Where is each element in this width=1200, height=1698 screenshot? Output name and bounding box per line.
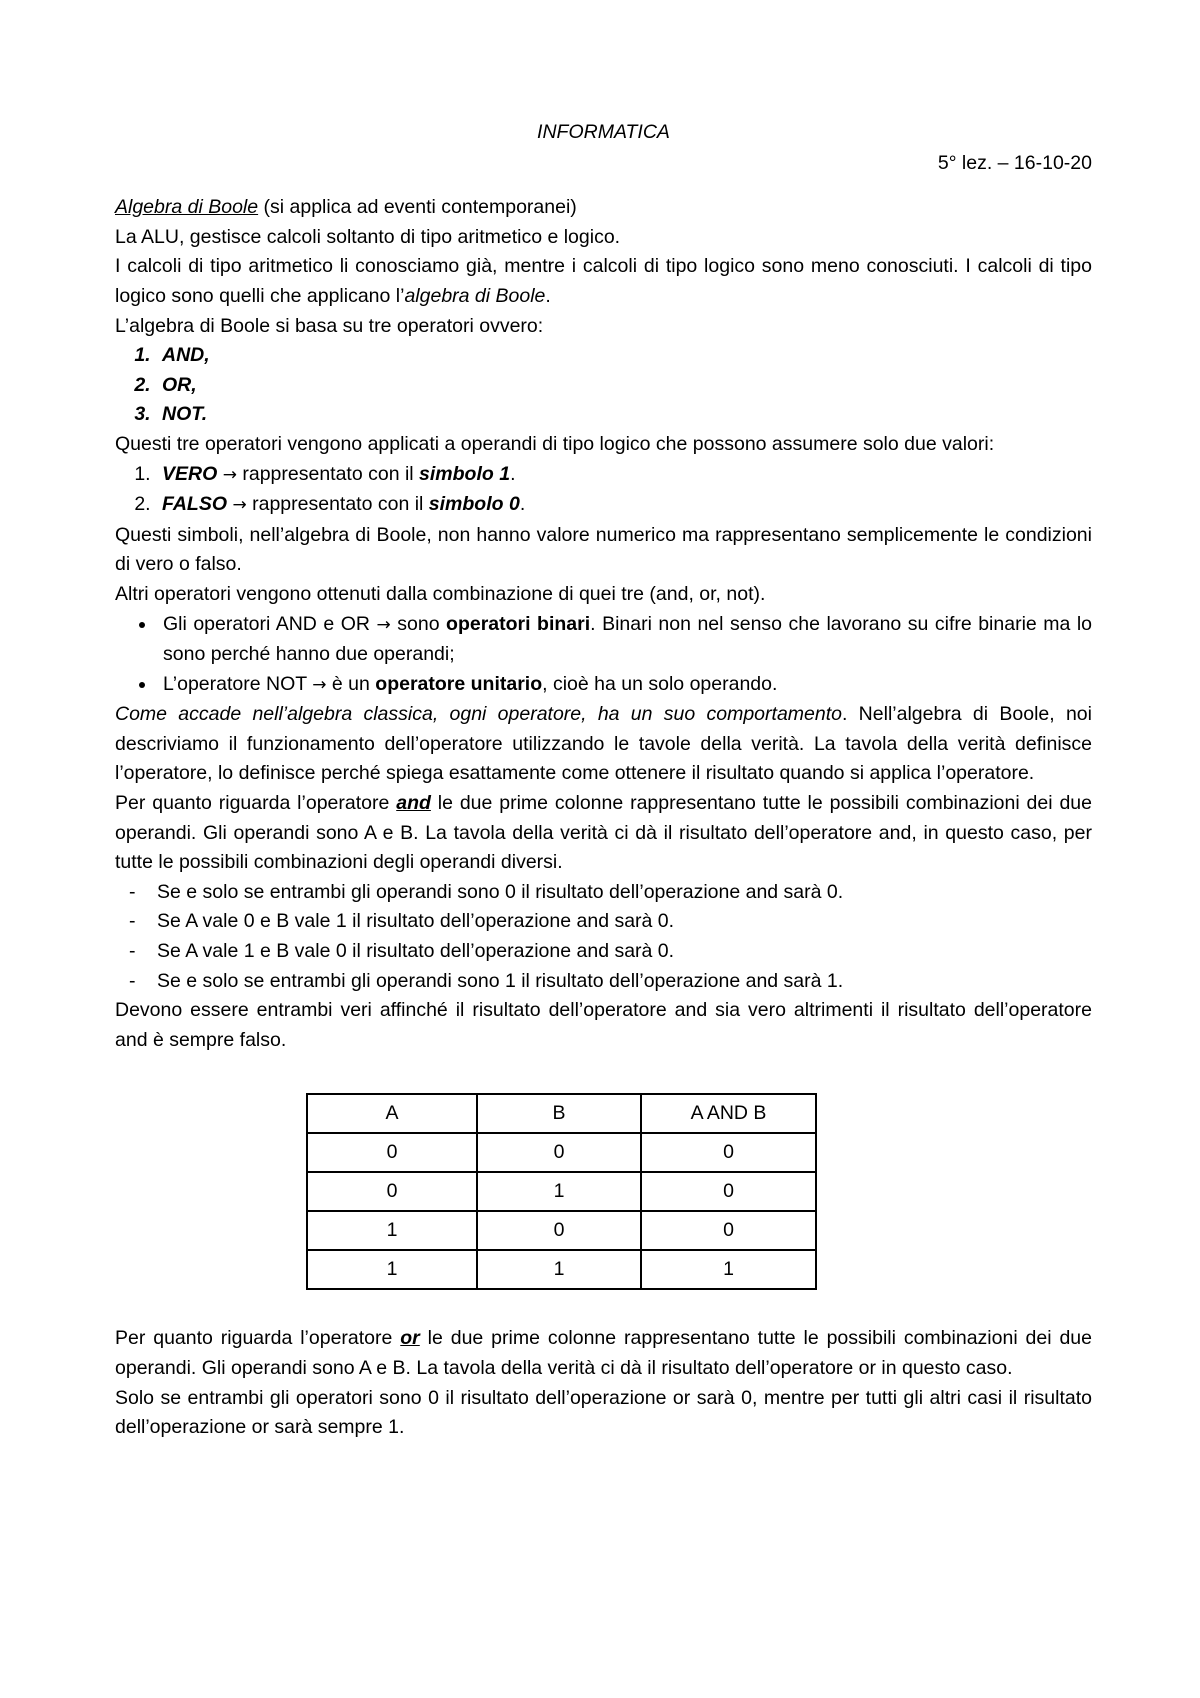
values-list: [115, 460, 1092, 521]
table-row: [307, 1133, 816, 1172]
table-row: [307, 1250, 816, 1289]
paragraph-or-operator: [115, 1324, 1092, 1383]
list-item: - Se A vale 0 e B vale 1 il risultato dell’operazione and sarà 0.: [115, 907, 1092, 937]
table-cell: 1: [477, 1250, 641, 1289]
table-cell: 0: [641, 1133, 816, 1172]
paragraph-text: Per quanto riguarda l’operatore: [115, 1327, 401, 1350]
table-cell: 1: [307, 1250, 477, 1289]
table-cell: 0: [641, 1172, 816, 1211]
value-text: rappresentato con il: [236, 462, 420, 485]
section-heading: [115, 193, 1092, 223]
paragraph-behavior: [115, 700, 1092, 789]
value-end: .: [510, 462, 516, 485]
bullet-bold-text: operatori binari: [446, 612, 591, 635]
paragraph-other-operators: Altri operatori vengono ottenuti dalla combinazione di quei tre (and, or, not).: [115, 582, 766, 605]
value-text: rappresentato con il: [246, 493, 429, 516]
paragraph-and-conclusion: Devono essere entrambi veri affinché il risultato dell’operatore and sia vero altrimenti il risultato dell’operatore and è sempre falso.: [115, 999, 1092, 1051]
bullet-text: è un: [326, 672, 376, 695]
paragraph-text: . Nell’algebra di Boole, noi descriviamo il funzionamento dell’operatore utilizzando le tavole della verità. La tavola della verità definisce l’operatore, lo definisce perché spiega esattamente come ottenere il risultato quando si applica l’operatore.: [115, 703, 1092, 785]
list-item: 1. AND,: [156, 341, 1092, 371]
bullet-bold-text: operatore unitario: [375, 672, 543, 695]
list-item: [157, 670, 1092, 701]
and-cases-list: [115, 878, 1092, 996]
table-cell: 0: [477, 1133, 641, 1172]
paragraph-alu: La ALU, gestisce calcoli soltanto di tipo aritmetico e logico.: [115, 225, 621, 248]
paragraph-text: I calcoli di tipo aritmetico li conosciamo già, mentre i calcoli di tipo logico sono meno conosciuti. I calcoli di tipo logico sono quelli che applicano l’: [115, 255, 1092, 307]
operator-or-term: or: [400, 1327, 420, 1350]
paragraph-operators-intro: L’algebra di Boole si basa su tre operatori ovvero:: [115, 314, 544, 337]
paragraph-text: le due prime colonne rappresentano tutte le possibili combinazioni dei due operandi. Gli operandi sono A e B. La tavola della verità ci dà il risultato dell’operatore and, in questo caso, per tutte le possibili combinazioni degli operandi diversi.: [115, 792, 1092, 874]
paragraph-text: .: [545, 284, 551, 307]
document-title: INFORMATICA: [537, 121, 670, 143]
table-cell: 0: [641, 1211, 816, 1250]
arrow-right-icon: →: [376, 614, 391, 635]
arrow-right-icon: →: [222, 464, 237, 485]
bullet-text: L’operatore NOT: [163, 672, 313, 695]
paragraph-text: le due prime colonne rappresentano tutte le possibili combinazioni dei due operandi. Gli operandi sono A e B. La tavola della verità ci dà il risultato dell’operatore or in questo caso.: [115, 1327, 1092, 1379]
heading-note: (si applica ad eventi contemporanei): [258, 196, 577, 219]
paragraph-calcoli: [115, 252, 1092, 311]
paragraph-and-operator: [115, 789, 1092, 878]
list-item: - Se e solo se entrambi gli operandi sono 0 il risultato dell’operazione and sarà 0.: [115, 878, 1092, 908]
operator-and-term: and: [396, 792, 431, 815]
table-header-cell: A: [307, 1094, 477, 1133]
table-cell: 1: [307, 1211, 477, 1250]
bullet-text: , cioè ha un solo operando.: [542, 672, 778, 695]
arrow-right-icon: →: [312, 674, 327, 695]
and-truth-table: [306, 1093, 817, 1290]
paragraph-italic-text: algebra di Boole: [404, 284, 546, 307]
value-end: .: [519, 493, 526, 516]
paragraph-italic-text: Come accade nell’algebra classica, ogni operatore, ha un suo comportamento: [115, 703, 842, 726]
table-header-cell: A AND B: [641, 1094, 816, 1133]
table-cell: 0: [477, 1211, 641, 1250]
value-name: FALSO: [162, 493, 228, 516]
paragraph-text: Per quanto riguarda l’operatore: [115, 792, 397, 815]
value-symbol: simbolo 0: [428, 493, 520, 516]
lesson-date: 5° lez. – 16-10-20: [937, 151, 1092, 174]
list-item: 3. NOT.: [156, 400, 1092, 430]
table-cell: 0: [307, 1172, 477, 1211]
paragraph-values-intro: Questi tre operatori vengono applicati a operandi di tipo logico che possono assumere solo due valori:: [115, 432, 995, 455]
heading-text: Algebra di Boole: [115, 196, 259, 219]
value-name: VERO: [162, 462, 218, 485]
table-cell: 1: [477, 1172, 641, 1211]
list-item: [156, 460, 1092, 491]
table-row: [307, 1211, 816, 1250]
operators-list: [115, 341, 1092, 430]
bullet-text: sono: [390, 612, 447, 635]
table-cell: 0: [307, 1133, 477, 1172]
bullet-text: Gli operatori AND e OR: [163, 612, 377, 635]
value-symbol: simbolo 1: [419, 462, 511, 485]
table-row: [307, 1172, 816, 1211]
paragraph-symbols: Questi simboli, nell’algebra di Boole, non hanno valore numerico ma rappresentano semplicemente le condizioni di vero o falso.: [115, 523, 1092, 576]
list-item: 2. OR,: [156, 371, 1092, 401]
paragraph-or-conclusion: Solo se entrambi gli operatori sono 0 il risultato dell’operazione or sarà 0, mentre per tutti gli altri casi il risultato dell’operazione or sarà sempre 1.: [115, 1386, 1092, 1439]
list-item: - Se e solo se entrambi gli operandi sono 1 il risultato dell’operazione and sarà 1.: [115, 967, 1092, 997]
list-item: [156, 490, 1092, 521]
list-item: - Se A vale 1 e B vale 0 il risultato dell’operazione and sarà 0.: [115, 937, 1092, 967]
table-header-row: [307, 1094, 816, 1133]
arrow-right-icon: →: [232, 495, 247, 516]
list-item: [157, 610, 1092, 670]
table-cell: 1: [641, 1250, 816, 1289]
bullet-text: . Binari non nel senso che lavorano su cifre binarie ma lo sono perché hanno due operandi;: [163, 612, 1093, 666]
table-header-cell: B: [477, 1094, 641, 1133]
bullet-list: [115, 610, 1092, 701]
